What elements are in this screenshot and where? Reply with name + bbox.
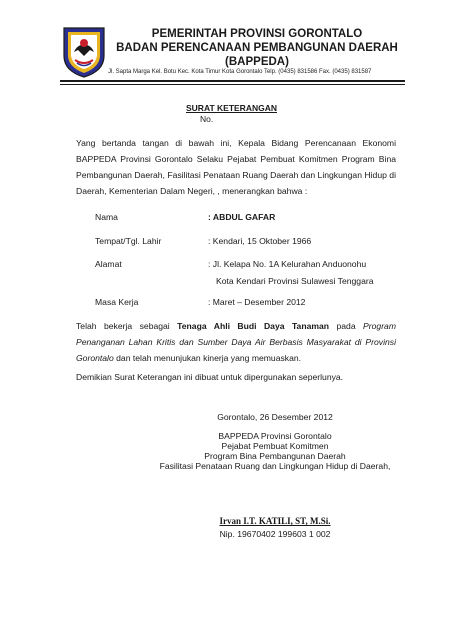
signatory-name: Irvan I.T. KATILI, ST, M.Si.: [219, 516, 331, 526]
work-period-value: : Maret – Desember 2012: [208, 297, 306, 307]
work-period-label: Masa Kerja: [95, 297, 139, 307]
letterhead-government: PEMERINTAH PROVINSI GORONTALO: [151, 28, 363, 40]
address-label: Alamat: [95, 259, 122, 269]
address-value-line1: : Jl. Kelapa No. 1A Kelurahan Anduonohu: [208, 259, 367, 269]
signature-office: BAPPEDA Provinsi Gorontalo: [218, 431, 332, 441]
employment-text-end: dan telah menunjukan kinerja yang memuaskan.: [113, 353, 302, 363]
letterhead-abbreviation: (BAPPEDA): [225, 56, 289, 68]
employment-text-on: pada: [329, 321, 364, 331]
letterhead-agency: BADAN PERENCANAAN PEMBANGUNAN DAERAH: [116, 42, 398, 54]
signature-position: Pejabat Pembuat Komitmen: [221, 441, 329, 451]
letterhead-address: Jl. Sapta Marga Kel. Botu Kec. Kota Timur Kota Gorontalo Telp. (0435) 831586 Fax. (0435) 831587: [108, 69, 372, 75]
document-number-label: No.: [200, 114, 214, 124]
document-title: SURAT KETERANGAN: [186, 103, 277, 113]
birth-value: : Kendari, 15 Oktober 1966: [208, 236, 312, 246]
job-title: Tenaga Ahli Budi Daya Tanaman: [177, 321, 330, 331]
address-value-line2: Kota Kendari Provinsi Sulawesi Tenggara: [216, 276, 374, 286]
signature-place-date: Gorontalo, 26 Desember 2012: [217, 412, 333, 422]
signature-facilitation: Fasilitasi Penataan Ruang dan Lingkungan Hidup di Daerah,: [159, 461, 391, 471]
coat-of-arms-logo-icon: [60, 26, 108, 78]
employment-paragraph: [76, 318, 396, 366]
closing-paragraph: Demikian Surat Keterangan ini dibuat untuk dipergunakan seperlunya.: [76, 372, 344, 382]
employment-text-start: Telah bekerja sebagai: [76, 321, 178, 331]
program-name: Program Penanganan Lahan Kritis dan Sumber Daya Air Berbasis Masyarakat di Provinsi Gorontalo: [76, 321, 396, 363]
signatory-nip: Nip. 19670402 199603 1 002: [219, 529, 331, 539]
intro-paragraph: Yang bertanda tangan di bawah ini, Kepala Bidang Perencanaan Ekonomi BAPPEDA Provinsi Gorontalo Selaku Pejabat Pembuat Komitmen Program Bina Pembangunan Daerah, Fasilitasi Penataan Ruang Daerah dan Lingkungan Hidup di Daerah, Kementerian Dalam Negeri, , menerangkan bahwa :: [76, 138, 396, 196]
letterhead-divider-thin: [60, 84, 405, 85]
signature-program: Program Bina Pembangunan Daerah: [204, 451, 346, 461]
birth-label: Tempat/Tgl. Lahir: [95, 236, 162, 246]
name-value: : ABDUL GAFAR: [208, 212, 276, 222]
name-label: Nama: [95, 212, 118, 222]
letterhead-divider-thick: [60, 80, 405, 82]
